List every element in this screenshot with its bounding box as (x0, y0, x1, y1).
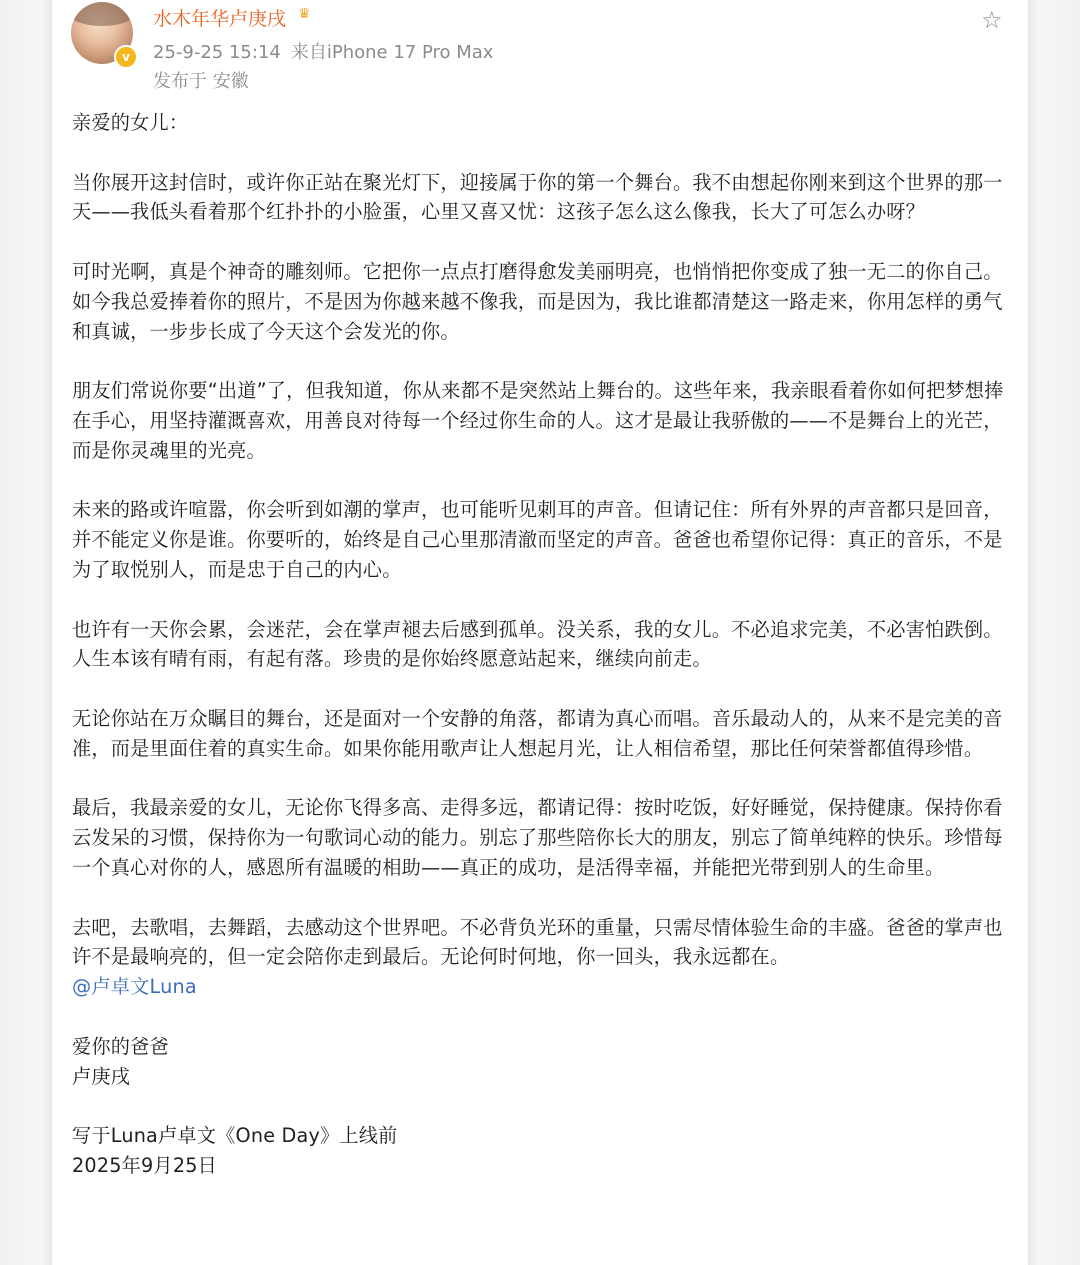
crown-icon: ♛ (298, 6, 311, 22)
mention-link[interactable]: @卢卓文Luna (72, 975, 197, 999)
letter-greeting: 亲爱的女儿： (72, 111, 189, 134)
letter-paragraph-2: 可时光啊，真是个神奇的雕刻师。它把你一点点打磨得愈发美丽明亮，也悄悄把你变成了独一无二的你自己。如今我总爱捧着你的照片，不是因为你越来越不像我，而是因为，我比谁都清楚这一路走来，你用怎样的勇气和真诚，一步步长成了今天这个会发光的你。 (72, 259, 1003, 343)
left-margin (0, 0, 52, 1265)
letter-paragraph-7: 最后，我最亲爱的女儿，无论你飞得多高、走得多远，都请记得：按时吃饭，好好睡觉，保持健康。保持你看云发呆的习惯，保持你为一句歌词心动的能力。别忘了那些陪你长大的朋友，别忘了简单纯粹的快乐。珍惜每一个真心对你的人，感恩所有温暖的相助——真正的成功，是活得幸福，并能把光带到别人的生命里。 (72, 796, 1003, 879)
right-margin (1028, 0, 1080, 1265)
post-location: 发布于 安徽 (153, 71, 249, 92)
favorite-star-icon[interactable]: ☆ (981, 6, 1003, 34)
author-name[interactable]: 水木年华卢庚戌 (153, 8, 287, 30)
verified-icon: v (114, 45, 138, 69)
letter-paragraph-1: 当你展开这封信时，或许你正站在聚光灯下，迎接属于你的第一个舞台。我不由想起你刚来到这个世界的那一天——我低头看着那个红扑扑的小脸蛋，心里又喜又忧：这孩子怎么这么像我，长大了可怎么办呀？ (72, 170, 1003, 224)
post-timestamp: 25-9-25 15:14 (153, 42, 281, 63)
letter-paragraph-4: 未来的路或许喧嚣，你会听到如潮的掌声，也可能听见刺耳的声音。但请记住：所有外界的声音都只是回音，并不能定义你是谁。你要听的，始终是自己心里那清澈而坚定的声音。爸爸也希望你记得：真正的音乐，不是为了取悦别人，而是忠于自己的内心。 (72, 498, 1003, 581)
letter-paragraph-6: 无论你站在万众瞩目的舞台，还是面对一个安静的角落，都请为真心而唱。音乐最动人的，从来不是完美的音准，而是里面住着的真实生命。如果你能用歌声让人想起月光，让人相信希望，那比任何荣誉都值得珍惜。 (72, 706, 1003, 760)
letter-closing-paragraph: 去吧，去歌唱，去舞蹈，去感动这个世界吧。不必背负光环的重量，只需尽情体验生命的丰盛。爸爸的掌声也许不是最响亮的，但一定会陪你走到最后。无论何时何地，你一回头，我永远都在。 (72, 915, 1003, 969)
footnote-line-1: 写于Luna卢卓文《One Day》上线前 (72, 1124, 398, 1148)
post-source: 来自iPhone 17 Pro Max (290, 42, 494, 63)
signoff-line-2: 卢庚戌 (72, 1064, 131, 1088)
letter-paragraph-3: 朋友们常说你要“出道”了，但我知道，你从来都不是突然站上舞台的。这些年来，我亲眼看着你如何把梦想捧在手心，用坚持灌溉喜欢，用善良对待每一个经过你生命的人。这才是最让我骄傲的——不是舞台上的光芒，而是你灵魂里的光亮。 (72, 379, 1004, 462)
post-header (53, 0, 1027, 100)
footnote-line-2: 2025年9月25日 (72, 1153, 218, 1177)
letter-paragraph-5: 也许有一天你会累，会迷茫，会在掌声褪去后感到孤单。没关系，我的女儿。不必追求完美，不必害怕跌倒。人生本该有晴有雨，有起有落。珍贵的是你始终愿意站起来，继续向前走。 (72, 617, 1003, 671)
signoff-line-1: 爱你的爸爸 (72, 1034, 169, 1058)
post-card (53, 0, 1027, 1265)
post-body (72, 108, 1012, 1181)
post-meta (153, 38, 493, 64)
